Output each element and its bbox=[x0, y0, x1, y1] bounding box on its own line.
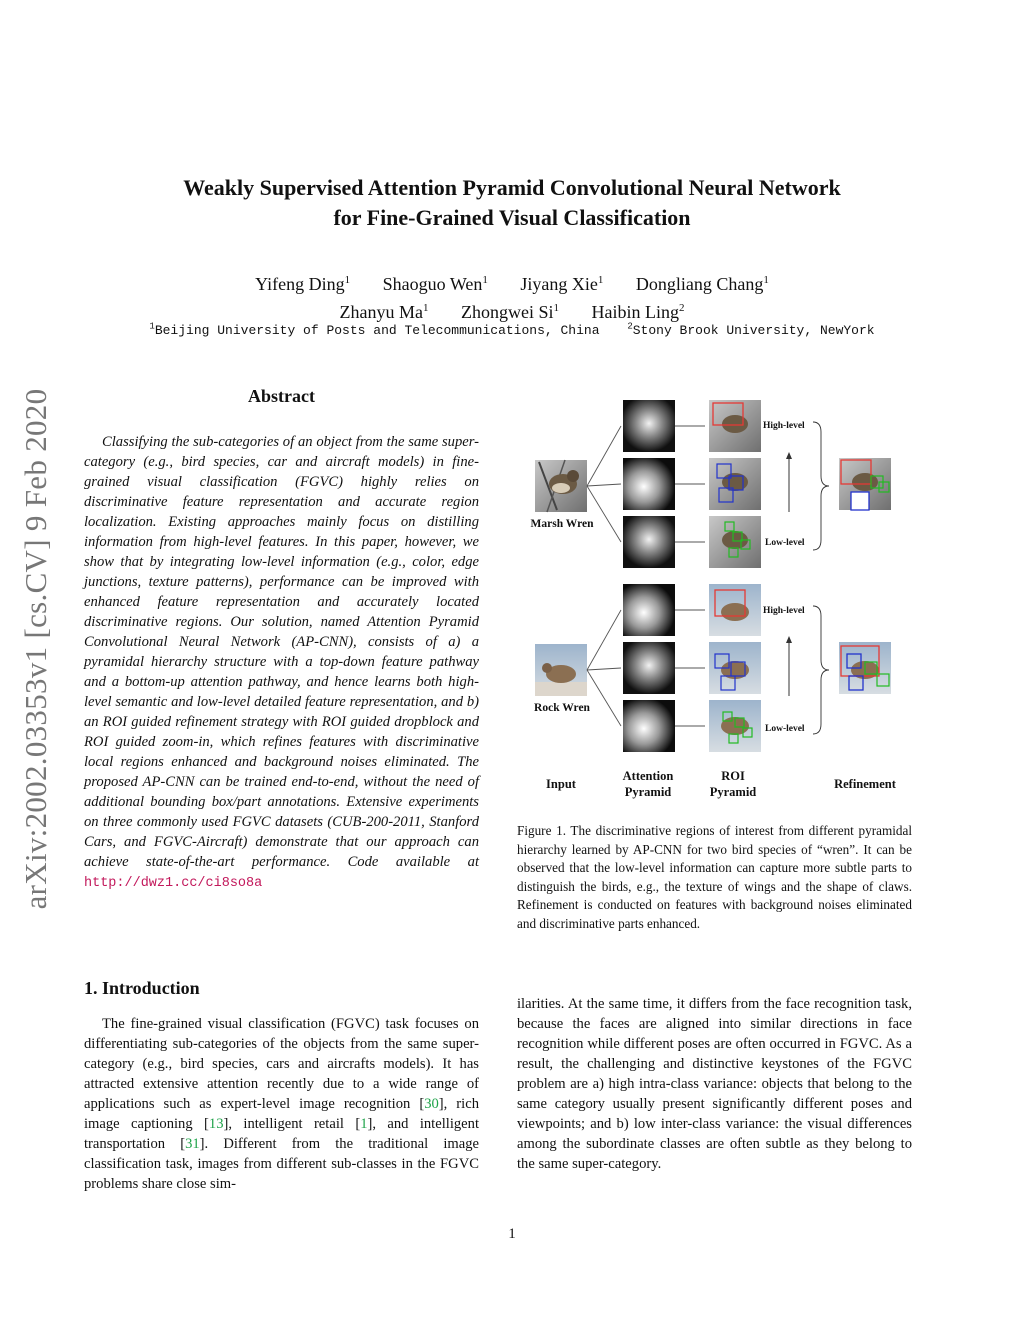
title-line-2: for Fine-Grained Visual Classification bbox=[333, 205, 691, 230]
author: Zhongwei Si$^1$ bbox=[460, 302, 559, 322]
label-high-level: High-level bbox=[763, 606, 805, 616]
author-row-1 bbox=[0, 268, 1024, 296]
attention-map-high bbox=[623, 584, 675, 636]
figure-caption: Figure 1. The discriminative regions of interest from different pyramidal hierarchy learned by AP-CNN for two bird species of “wren”. It can be observed that the low-level information can capture more subtle parts to distinguish the birds, e.g., the texture of wings and the shape of claws. Refinement is conducted on features with background noises eliminated and discriminative parts enhanced. bbox=[517, 823, 912, 931]
citation-link[interactable]: 31 bbox=[185, 1136, 200, 1152]
attention-map-mid bbox=[623, 458, 675, 510]
author-row-2 bbox=[0, 296, 1024, 324]
refinement-image-bottom bbox=[839, 642, 891, 694]
label-marsh-wren: Marsh Wren bbox=[530, 518, 594, 530]
code-link[interactable]: http://dwz1.cc/ci8so8a bbox=[84, 876, 263, 891]
label-low-level: Low-level bbox=[765, 538, 805, 548]
figure-1-graphic bbox=[517, 392, 917, 807]
roi-images-bottom bbox=[709, 584, 761, 752]
attention-map-mid bbox=[623, 642, 675, 694]
author: Yifeng Ding$^1$ bbox=[255, 274, 351, 294]
citation-link[interactable]: 30 bbox=[424, 1096, 439, 1112]
arxiv-identifier: arXiv:2002.03353v1 [cs.CV] 9 Feb 2020 bbox=[18, 388, 53, 910]
label-high-level: High-level bbox=[763, 421, 805, 431]
figure-1 bbox=[517, 392, 917, 807]
column-attention-pyramid: Attention Pyramid bbox=[622, 769, 674, 799]
label-low-level: Low-level bbox=[765, 724, 805, 734]
intro-right-column: ilarities. At the same time, it differs from the face recognition task, because the faces are aligned into similar directions in face recognition while different poses are often occurred in FGVC. As a result, the challenging and distinctive keystones of the FGVC problem are a) high intra-class variance: objects that belong to the same category usually present significantly different poses and viewpoints; and b) low inter-class variance: the visual differences among the subordinate classes are often subtle as they belong to the same super-category. bbox=[517, 996, 912, 1172]
arrows-top bbox=[675, 426, 705, 542]
input-bird-marsh-wren bbox=[535, 460, 587, 512]
roi-images-top bbox=[709, 400, 761, 568]
brace-bottom bbox=[813, 606, 829, 734]
attention-map-low bbox=[623, 516, 675, 568]
arrows-bottom bbox=[675, 610, 705, 726]
column-refinement: Refinement bbox=[834, 777, 896, 791]
label-rock-wren: Rock Wren bbox=[534, 702, 590, 714]
author: Zhanyu Ma$^1$ bbox=[339, 302, 429, 322]
affiliations bbox=[0, 322, 1024, 338]
section-heading: 1. Introduction bbox=[84, 978, 200, 998]
refinement-image-top bbox=[839, 458, 891, 510]
page-number: 1 bbox=[508, 1226, 516, 1242]
citation-link[interactable]: 1 bbox=[360, 1116, 368, 1132]
affiliation-2: $^2$Stony Brook University, NewYork bbox=[627, 322, 875, 339]
input-bird-rock-wren bbox=[535, 644, 587, 696]
intro-left-column: The fine-grained visual classification (FGVC) task focuses on differentiating sub-categories of the objects from the same super-category (e.g., bird species, cars and aircrafts models). It has attracted extensive attention recently due to a wide range of applications such as expert-level image recognition [30], rich image captioning [13], intelligent retail [1], and intelligent transportation [31]. Different from the traditional image classification task, images from different sub-classes in the FGVC problems share close sim- bbox=[84, 1016, 480, 1192]
abstract-heading: Abstract bbox=[248, 386, 315, 406]
affiliation-1: $^1$Beijing University of Posts and Telecommunications, China bbox=[149, 322, 600, 339]
brace-top bbox=[813, 422, 829, 550]
column-roi-pyramid: ROI Pyramid bbox=[709, 769, 757, 799]
arxiv-sidebar bbox=[8, 363, 64, 935]
author: Shaoguo Wen$^1$ bbox=[382, 274, 488, 294]
author-list bbox=[0, 268, 1024, 324]
paper-title bbox=[0, 173, 1024, 233]
citation-link[interactable]: 13 bbox=[208, 1116, 224, 1132]
author: Dongliang Chang$^1$ bbox=[635, 274, 769, 294]
author: Jiyang Xie$^1$ bbox=[520, 274, 604, 294]
title-line-1: Weakly Supervised Attention Pyramid Convolutional Neural Network bbox=[183, 175, 841, 200]
attention-map-high bbox=[623, 400, 675, 452]
attention-map-low bbox=[623, 700, 675, 752]
column-input: Input bbox=[546, 777, 576, 791]
author: Haibin Ling$^2$ bbox=[591, 302, 685, 322]
abstract-body: Classifying the sub-categories of an object from the same super-category (e.g., bird species, car and aircraft models) in fine-grained visual classification (FGVC) highly relies on discriminative feature representation and accurate region localization. Existing approaches mainly focus on distilling information from high-level features. In this paper, however, we show that by integrating low-level information (e.g., color, edge junctions, texture patterns), performance can be improved with enhanced feature representation and accurately located discriminative regions. Our solution, named Attention Pyramid Convolutional Neural Network (AP-CNN), consists of a) a pyramidal hierarchy structure with a top-down feature pathway and a bottom-up attention pathway, and hence learns both high-level semantic and low-level detailed feature representation, and b) an ROI guided refinement strategy with ROI guided dropblock and ROI guided zoom-in, which refines features with discriminative local regions enhanced and background noises eliminated. The proposed AP-CNN can be trained end-to-end, without the need of additional bounding box/part annotations. Extensive experiments on three commonly used FGVC datasets (CUB-200-2011, Stanford Cars, and FGVC-Aircraft) demonstrate that our approach can achieve state-of-the-art performance. Code available at http://dwz1.cc/ci8so8a bbox=[84, 434, 479, 891]
